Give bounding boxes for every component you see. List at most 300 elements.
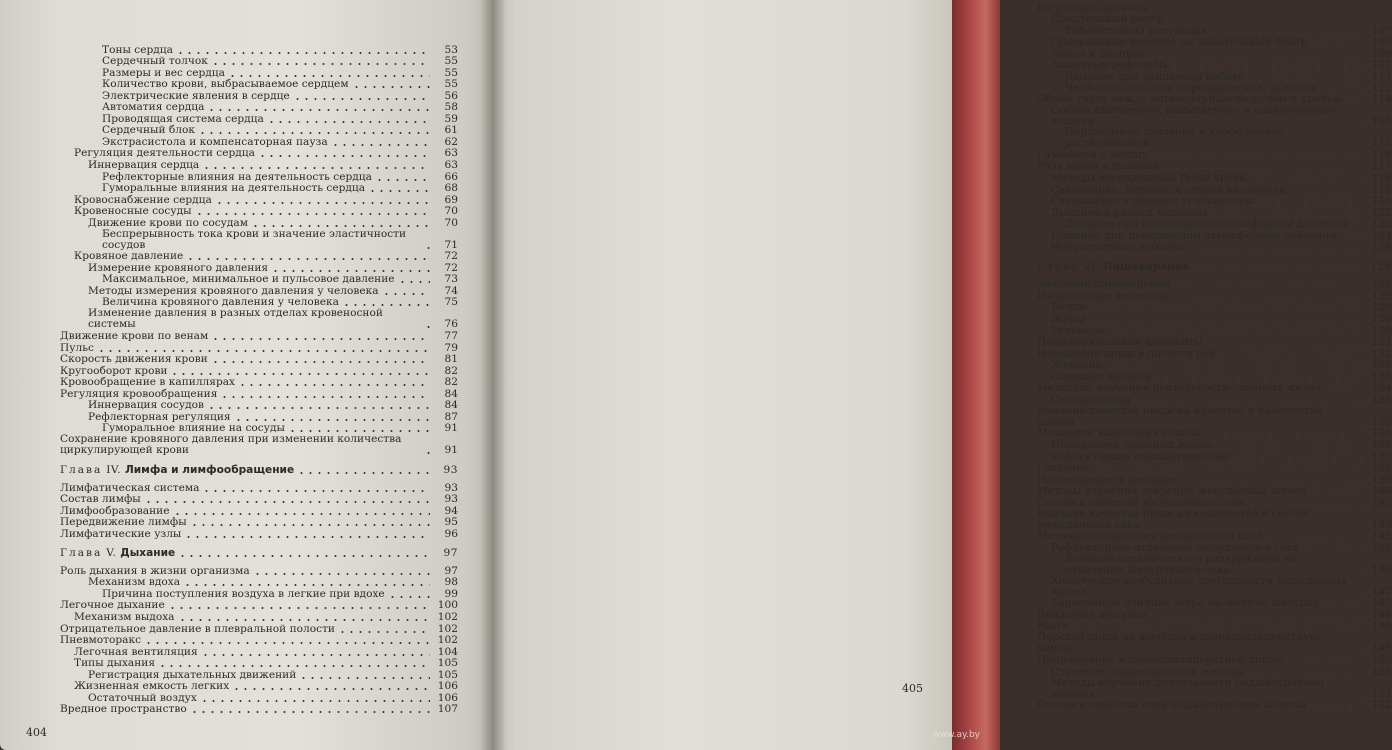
toc-entry bbox=[60, 669, 458, 681]
toc-entry bbox=[60, 56, 458, 68]
toc-entry-title: Проводящая система сердца bbox=[102, 112, 264, 125]
dot-leader bbox=[253, 573, 430, 575]
dot-leader bbox=[144, 642, 430, 644]
toc-entry-title: Влияние качества пищи на качество и количество слюны bbox=[1037, 404, 1323, 428]
toc-entry-title: Кровоснабжение сердца bbox=[74, 193, 212, 206]
dot-leader bbox=[375, 179, 430, 181]
toc-entry bbox=[1037, 700, 1392, 712]
dot-leader bbox=[1358, 123, 1364, 125]
watermark-text: www.ay.by bbox=[932, 730, 980, 740]
toc-entry-title: Обмен газов между альвеолярным воздухом и кровью bbox=[1037, 93, 1342, 106]
toc-page-number: 75 bbox=[444, 296, 458, 309]
toc-entry bbox=[1037, 486, 1392, 498]
toc-entry-title: Пневмоторакс bbox=[60, 634, 142, 647]
toc-entry-title: Регуляция кровообращения bbox=[60, 387, 218, 400]
toc-entry bbox=[60, 505, 458, 517]
toc-entry-title: Лимфатическая система bbox=[60, 481, 200, 494]
toc-page-number: 63 bbox=[444, 147, 458, 160]
toc-page-number: 150 bbox=[1371, 653, 1392, 666]
dot-leader bbox=[288, 430, 430, 432]
toc-entry bbox=[60, 577, 458, 589]
toc-entry bbox=[60, 681, 458, 693]
toc-page-number: 116 bbox=[1371, 148, 1392, 161]
dot-leader bbox=[1311, 44, 1364, 46]
toc-entry-title: Влияние качества пищи на количество и состав желудочного сока bbox=[1037, 507, 1309, 531]
toc-entry bbox=[60, 330, 458, 342]
dot-leader bbox=[1324, 390, 1364, 392]
dot-leader bbox=[1206, 344, 1364, 346]
dot-leader bbox=[299, 677, 430, 679]
toc-entry-title: Состав вдыхаемого, выдыхаемого и альвеолярного воздуха bbox=[1051, 104, 1337, 128]
toc-page-number: 137 bbox=[1371, 450, 1392, 463]
toc-entry-title: Движение желудка bbox=[1037, 608, 1147, 621]
dot-leader bbox=[1108, 333, 1364, 335]
toc-page-number: 135 bbox=[1371, 393, 1392, 406]
toc-page-number: 55 bbox=[444, 78, 458, 91]
dot-leader bbox=[1288, 192, 1364, 194]
toc-entry bbox=[60, 388, 458, 400]
toc-entry bbox=[60, 365, 458, 377]
dot-leader bbox=[207, 407, 430, 409]
toc-entry bbox=[1037, 184, 1392, 196]
toc-page-number: 97 bbox=[444, 564, 458, 577]
toc-page-number: 145 bbox=[1371, 530, 1392, 543]
toc-entry-title: Методы исследования газов крови bbox=[1051, 172, 1247, 185]
dot-leader bbox=[183, 584, 430, 586]
toc-page-number: 111 bbox=[1371, 59, 1392, 72]
dot-leader bbox=[331, 144, 430, 146]
toc-page-number: 93 bbox=[444, 493, 458, 506]
chapter-word: Глава bbox=[60, 547, 103, 560]
toc-entry-title: Чейн-стоксово, или периодическое, дыхание bbox=[1065, 82, 1318, 95]
dot-leader bbox=[1344, 101, 1364, 103]
dot-leader bbox=[251, 225, 430, 227]
dot-leader bbox=[1322, 605, 1364, 607]
dot-leader bbox=[1193, 269, 1364, 271]
toc-entry-title: Глотание bbox=[1037, 462, 1090, 475]
toc-page-number: 95 bbox=[444, 516, 458, 529]
dot-leader bbox=[352, 86, 430, 88]
toc-entry bbox=[60, 159, 458, 171]
dot-leader bbox=[342, 304, 430, 306]
dot-leader bbox=[1247, 79, 1364, 81]
toc-page-number: 124 bbox=[1371, 229, 1392, 242]
toc-page-number: 123 bbox=[1371, 218, 1392, 231]
dot-leader bbox=[1190, 249, 1364, 251]
toc-entry-title: Жевание bbox=[1051, 359, 1102, 372]
toc-entry bbox=[1037, 360, 1392, 372]
dot-leader bbox=[1358, 572, 1364, 574]
toc-entry bbox=[1037, 509, 1392, 531]
toc-entry bbox=[60, 517, 458, 529]
dot-leader bbox=[1340, 238, 1364, 240]
toc-entry bbox=[60, 635, 458, 647]
toc-entry bbox=[60, 623, 458, 635]
toc-page-number: 114 bbox=[1371, 93, 1392, 106]
toc-page-number: 79 bbox=[444, 341, 458, 354]
toc-entry-title: Методы изучения секреции желудочных желез bbox=[1037, 485, 1306, 498]
toc-entry bbox=[1037, 632, 1392, 654]
dot-leader bbox=[1151, 157, 1364, 159]
toc-entry bbox=[60, 136, 458, 148]
toc-entry bbox=[1037, 25, 1392, 37]
dot-leader bbox=[202, 167, 430, 169]
toc-page-number: 63 bbox=[444, 159, 458, 172]
toc-entry bbox=[1037, 451, 1392, 463]
toc-page-number: 149 bbox=[1371, 642, 1392, 655]
toc-page-number: 91 bbox=[444, 444, 458, 457]
dot-leader bbox=[1163, 168, 1364, 170]
toc-entry-title: Размеры и вес сердца bbox=[102, 66, 225, 79]
chapter-heading bbox=[60, 548, 458, 560]
toc-page-number: 129 bbox=[1371, 289, 1392, 302]
toc-page-number: 117 bbox=[1371, 160, 1392, 173]
chapter-name: Пищеварение bbox=[1103, 260, 1190, 273]
toc-page-number: 152 bbox=[1371, 699, 1392, 712]
toc-page-number: 132 bbox=[1371, 359, 1392, 372]
toc-entry bbox=[1037, 48, 1392, 60]
toc-page-number: 71 bbox=[444, 238, 458, 251]
toc-page-number: 93 bbox=[444, 481, 458, 494]
toc-entry bbox=[1037, 439, 1392, 451]
toc-entry-title: Тоны сердца bbox=[102, 43, 173, 56]
dot-leader bbox=[424, 452, 430, 454]
dot-leader bbox=[184, 536, 430, 538]
dot-leader bbox=[173, 513, 431, 515]
dot-leader bbox=[176, 52, 430, 54]
dot-leader bbox=[215, 202, 430, 204]
toc-entry-title: Регуляция дыхания bbox=[1037, 1, 1148, 14]
right-page-number: 405 bbox=[902, 682, 923, 695]
toc-entry-title: Отрицательное давление в плевральной полости bbox=[60, 622, 335, 635]
toc-entry bbox=[1037, 428, 1392, 440]
dot-leader bbox=[200, 700, 430, 702]
toc-entry-title: Искусственное дыхание bbox=[1051, 241, 1187, 254]
toc-page-number: 96 bbox=[444, 527, 458, 540]
dot-leader bbox=[201, 654, 430, 656]
dot-leader bbox=[1072, 628, 1364, 630]
dot-leader bbox=[267, 121, 430, 123]
dot-leader bbox=[1148, 56, 1364, 58]
toc-entry-title: Скорость движения крови bbox=[60, 353, 208, 366]
toc-entry-title: Беспрерывность тока крови и значение эластичности сосудов bbox=[102, 227, 407, 251]
dot-leader bbox=[220, 396, 430, 398]
dot-leader bbox=[97, 350, 430, 352]
toc-entry bbox=[60, 377, 458, 389]
dot-leader bbox=[424, 326, 430, 328]
toc-page-number: 126 bbox=[1371, 241, 1392, 254]
toc-entry bbox=[1037, 337, 1392, 349]
dot-leader bbox=[1358, 424, 1364, 426]
chapter-numeral: VI. bbox=[1083, 260, 1100, 273]
toc-entry bbox=[60, 274, 458, 286]
toc-entry bbox=[1037, 230, 1392, 242]
toc-entry bbox=[1037, 302, 1392, 314]
toc-entry-title: Изменение пищи в полости рта bbox=[1037, 347, 1216, 360]
toc-entry bbox=[60, 565, 458, 577]
toc-entry bbox=[60, 148, 458, 160]
toc-entry-title: Жизненная емкость легких bbox=[74, 680, 230, 693]
left-page bbox=[0, 0, 492, 750]
dot-leader bbox=[1171, 298, 1364, 300]
toc-entry-title: Связывание и перенос углекислоты bbox=[1051, 195, 1254, 208]
dot-leader bbox=[1153, 379, 1364, 381]
dot-leader bbox=[238, 384, 430, 386]
toc-page-number: 118 bbox=[1371, 172, 1392, 185]
toc-entry-title: Тормозящее влияние жира на железы желудка bbox=[1051, 597, 1320, 610]
dot-leader bbox=[234, 419, 430, 421]
toc-page-number: 53 bbox=[444, 43, 458, 56]
toc-entry-title: Типы дыхания bbox=[74, 657, 156, 670]
toc-page-number: 99 bbox=[444, 587, 458, 600]
toc-entry bbox=[1037, 554, 1392, 576]
dot-leader bbox=[1353, 226, 1364, 228]
toc-page-number: 106 bbox=[437, 691, 458, 704]
toc-page-number: 73 bbox=[444, 273, 458, 286]
toc-entry bbox=[1037, 325, 1392, 337]
toc-entry-title: Максимальное, минимальное и пульсовое давление bbox=[102, 273, 395, 286]
toc-page-number: 91 bbox=[444, 422, 458, 435]
toc-page-number: 107 bbox=[1371, 36, 1392, 49]
toc-page-number: 100 bbox=[437, 599, 458, 612]
toc-page-number: 130 bbox=[1371, 324, 1392, 337]
toc-entry-title: Иннервация сердца bbox=[88, 159, 200, 172]
toc-page-number: 118 bbox=[1371, 183, 1392, 196]
toc-entry-title: Газообмен в легких bbox=[1037, 148, 1148, 161]
toc-entry bbox=[1037, 105, 1392, 127]
toc-entry-title: Состав лимфы bbox=[60, 493, 141, 506]
dot-leader bbox=[228, 75, 430, 77]
toc-entry-title: Связывание, перенос и отдача кислорода bbox=[1051, 183, 1286, 196]
toc-entry-title: Сохранение кровяного давления при изменении количества циркулирующей крови bbox=[60, 433, 402, 457]
toc-entry-title: Рефлекторные влияния на деятельность сердца bbox=[102, 170, 372, 183]
toc-entry-title: Механизм отделения желудочного сока bbox=[1037, 530, 1263, 543]
toc-page-number: 136 bbox=[1371, 438, 1392, 451]
dot-leader bbox=[1093, 470, 1364, 472]
toc-entry bbox=[1037, 598, 1392, 610]
toc-entry-title: Иннервация слюнных желез bbox=[1051, 438, 1213, 451]
toc-entry-title: Дыхание при мышечной работе bbox=[1065, 70, 1245, 83]
toc-entry-title: Дыхание в разных условиях bbox=[1051, 206, 1209, 219]
toc-page-number: 147 bbox=[1371, 585, 1392, 598]
dot-leader bbox=[144, 501, 430, 503]
toc-entry-title: Значение пищеварения bbox=[1037, 278, 1171, 291]
toc-entry-title: Регистрация дыхательных движений bbox=[88, 668, 297, 681]
dot-leader bbox=[1358, 594, 1364, 596]
toc-entry-title: Гуморальные влияния на дыхательный центр bbox=[1051, 36, 1308, 49]
toc-entry-title: Переход пищи из желудка в двенадцатиперстную кишку bbox=[1037, 631, 1319, 655]
toc-page-number: 107 bbox=[1371, 24, 1392, 37]
toc-entry bbox=[60, 646, 458, 658]
dot-leader bbox=[1151, 10, 1364, 12]
toc-entry-title: Кровеносные сосуды bbox=[74, 205, 192, 218]
dot-leader bbox=[178, 555, 430, 557]
toc-entry bbox=[60, 251, 458, 263]
toc-page-number: 108 bbox=[1371, 47, 1392, 60]
toc-entry bbox=[60, 171, 458, 183]
dot-leader bbox=[1358, 527, 1364, 529]
right-table-of-contents bbox=[1037, 2, 1392, 711]
toc-page-number: 94 bbox=[444, 504, 458, 517]
toc-entry-title: Белки bbox=[1051, 301, 1086, 314]
toc-entry bbox=[1037, 497, 1392, 509]
toc-entry bbox=[1037, 14, 1392, 26]
toc-page-number: 74 bbox=[444, 284, 458, 297]
toc-entry-title: Лимфатические узлы bbox=[60, 527, 182, 540]
toc-entry-title: Дыхание при пониженном атмосферном давлении bbox=[1065, 218, 1351, 231]
toc-entry bbox=[60, 125, 458, 137]
dot-leader bbox=[1150, 617, 1364, 619]
toc-page-number: 132 bbox=[1371, 347, 1392, 360]
toc-entry bbox=[60, 588, 458, 600]
dot-leader bbox=[207, 109, 430, 111]
dot-leader bbox=[232, 688, 430, 690]
toc-entry bbox=[60, 342, 458, 354]
toc-entry-title: Изменение давления в разных отделах кровеносной системы bbox=[88, 307, 383, 331]
dot-leader bbox=[1179, 482, 1364, 484]
toc-entry-title: Вредное пространство bbox=[60, 703, 187, 716]
toc-entry-title: Дыхание при повышенном атмосферном давлении bbox=[1051, 229, 1337, 242]
toc-entry bbox=[1037, 678, 1392, 700]
dot-leader bbox=[1310, 707, 1364, 709]
toc-entry-title: Парциальное давление и коэффициент растворимости bbox=[1065, 126, 1285, 150]
toc-page-number: 135 bbox=[1371, 415, 1392, 428]
toc-entry-title: Кругооборот крови bbox=[60, 364, 168, 377]
toc-entry bbox=[1037, 37, 1392, 49]
toc-page-number: 128 bbox=[1371, 278, 1392, 291]
toc-entry bbox=[60, 206, 458, 218]
dot-leader bbox=[382, 293, 430, 295]
toc-entry-title: Пищеварение в двенадцатиперстной кишке bbox=[1037, 653, 1285, 666]
toc-entry-title: Рвота bbox=[1037, 620, 1069, 633]
toc-entry-title: Рефлекторная регуляция bbox=[1065, 24, 1208, 37]
toc-page-number: 106 bbox=[437, 680, 458, 693]
toc-page-number: 131 bbox=[1371, 336, 1392, 349]
toc-page-number: 97 bbox=[443, 547, 458, 560]
toc-entry-title: Иннервация сосудов bbox=[88, 399, 204, 412]
toc-entry bbox=[60, 113, 458, 125]
toc-entry bbox=[1037, 207, 1392, 219]
toc-page-number: 147 bbox=[1371, 597, 1392, 610]
toc-entry bbox=[1037, 406, 1392, 428]
toc-page-number: 148 bbox=[1371, 608, 1392, 621]
dot-leader bbox=[1247, 674, 1364, 676]
toc-entry-title: Количество крови, выбрасываемое сердцем bbox=[102, 78, 349, 91]
toc-entry-title: Кровяное давление bbox=[74, 250, 184, 263]
toc-entry-title: Механизм выделения слюны bbox=[1037, 427, 1200, 440]
toc-entry-title: Методика изучения деятельности слюнных желез bbox=[1037, 382, 1322, 395]
dot-leader bbox=[178, 619, 430, 621]
dot-leader bbox=[1211, 33, 1364, 35]
toc-page-number: 139 bbox=[1371, 473, 1392, 486]
dot-leader bbox=[1302, 550, 1364, 552]
toc-page-number: 133 bbox=[1371, 370, 1392, 383]
toc-entry-title: Кровообращение в капиллярах bbox=[60, 376, 236, 389]
dot-leader bbox=[1249, 180, 1364, 182]
dot-leader bbox=[258, 155, 430, 157]
toc-entry bbox=[1037, 313, 1392, 325]
toc-entry bbox=[60, 600, 458, 612]
toc-page-number: 140 bbox=[1371, 485, 1392, 498]
toc-entry bbox=[60, 79, 458, 91]
toc-entry bbox=[60, 411, 458, 423]
toc-entry-title: Роль крови в дыхании bbox=[1037, 160, 1161, 173]
toc-entry bbox=[1037, 383, 1392, 395]
toc-entry bbox=[60, 262, 458, 274]
toc-entry-title: Состав слюны bbox=[1051, 393, 1131, 406]
toc-entry bbox=[60, 434, 458, 456]
chapter-title bbox=[1037, 262, 1190, 273]
toc-entry bbox=[1037, 127, 1392, 149]
toc-entry bbox=[60, 194, 458, 206]
toc-entry bbox=[1037, 161, 1392, 173]
toc-entry bbox=[60, 354, 458, 366]
dot-leader bbox=[186, 258, 430, 260]
toc-entry-title: Величина кровяного давления у человека bbox=[102, 296, 339, 309]
toc-entry bbox=[1037, 290, 1392, 302]
toc-page-number: 70 bbox=[444, 205, 458, 218]
red-cover-edge bbox=[952, 0, 1000, 750]
toc-entry bbox=[1037, 474, 1392, 486]
toc-entry-title: Лимфообразование bbox=[60, 504, 170, 517]
dot-leader bbox=[1256, 203, 1364, 205]
toc-page-number: 69 bbox=[444, 193, 458, 206]
toc-page-number: 138 bbox=[1371, 462, 1392, 475]
toc-entry-title: Сердечный блок bbox=[102, 124, 195, 137]
toc-entry-title: Рефлекторная регуляция bbox=[88, 410, 231, 423]
toc-page-number: 102 bbox=[437, 610, 458, 623]
chapter-heading bbox=[60, 464, 458, 476]
dot-leader bbox=[1288, 662, 1364, 664]
toc-entry bbox=[60, 229, 458, 251]
toc-page-number: 84 bbox=[444, 387, 458, 400]
toc-page-number: 105 bbox=[437, 657, 458, 670]
toc-entry-title: Слюнные железы bbox=[1051, 370, 1151, 383]
chapter-word: Глава bbox=[1037, 260, 1080, 273]
toc-page-number: 151 bbox=[1371, 687, 1392, 700]
toc-page-number: 107 bbox=[437, 703, 458, 716]
dot-leader bbox=[424, 247, 430, 249]
dot-leader bbox=[198, 132, 430, 134]
toc-entry-title: Экстрасистола и компенсаторная пауза bbox=[102, 135, 328, 148]
dot-leader bbox=[202, 490, 430, 492]
toc-entry-title: Рефлекторное слюноотделение bbox=[1051, 450, 1229, 463]
toc-entry-title: Методы изучения деятельности поджелудочной железы bbox=[1051, 676, 1325, 700]
toc-page-number: 87 bbox=[444, 410, 458, 423]
toc-entry bbox=[1037, 71, 1392, 83]
dot-leader bbox=[195, 213, 430, 215]
toc-entry-title: Пульс bbox=[60, 341, 94, 354]
dot-leader bbox=[211, 63, 430, 65]
dot-leader bbox=[297, 472, 430, 474]
toc-page-number: 134 bbox=[1371, 382, 1392, 395]
toc-entry-title: Сердечный толчок bbox=[102, 55, 208, 68]
toc-entry-title: Углеводы bbox=[1051, 324, 1105, 337]
toc-page-number: 61 bbox=[444, 124, 458, 137]
dot-leader bbox=[271, 270, 430, 272]
chapter-title bbox=[60, 548, 175, 559]
dot-leader bbox=[190, 711, 430, 713]
toc-entry bbox=[1037, 219, 1392, 231]
toc-entry bbox=[60, 67, 458, 79]
toc-entry-title: Дыхательный центр bbox=[1051, 13, 1164, 26]
toc-page-number: 84 bbox=[444, 399, 458, 412]
toc-entry-title: Роль дыхания в жизни организма bbox=[60, 564, 250, 577]
toc-page-number: 102 bbox=[437, 622, 458, 635]
toc-entry-title: Методы измерения кровяного давления у человека bbox=[88, 284, 379, 297]
dot-leader bbox=[1358, 145, 1364, 147]
toc-entry-title: Легочное дыхание bbox=[60, 599, 165, 612]
